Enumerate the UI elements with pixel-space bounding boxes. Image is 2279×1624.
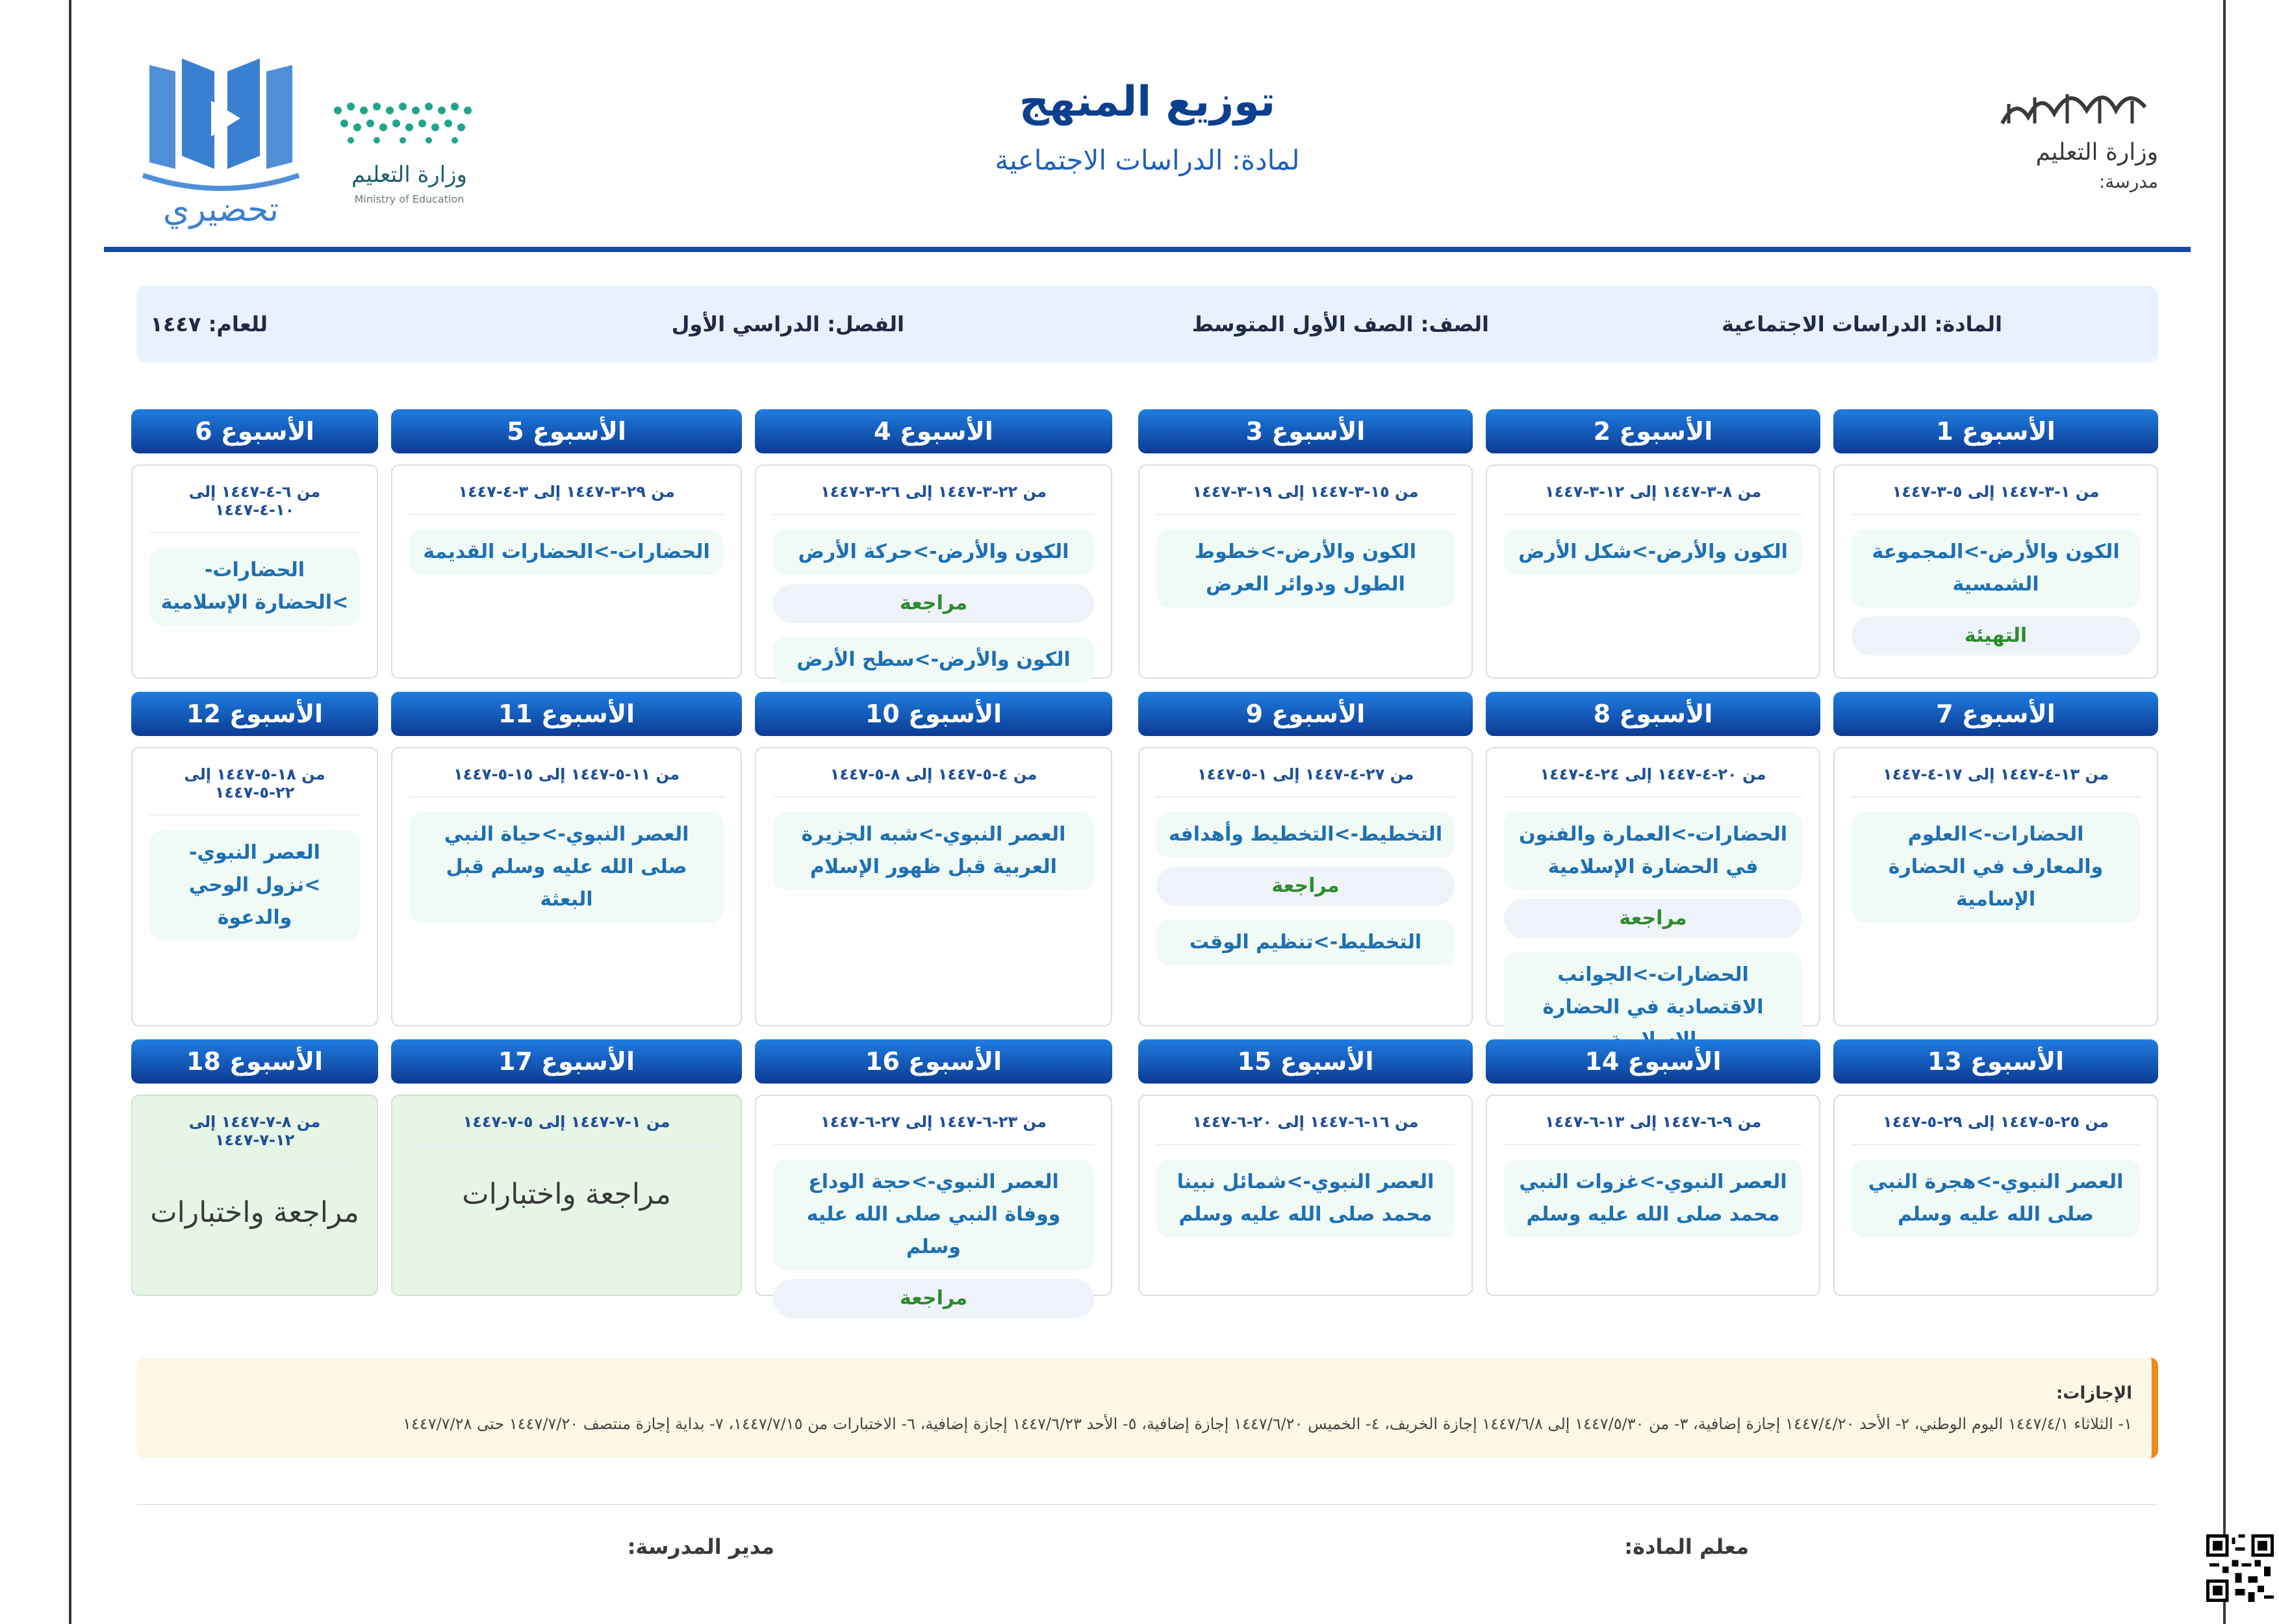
week-card	[391, 1095, 742, 1296]
holidays-title: الإجازات:	[2056, 1384, 2132, 1403]
week-header: الأسبوع 5	[391, 409, 742, 453]
week-header: الأسبوع 1	[1833, 409, 2158, 453]
week-header: الأسبوع 18	[131, 1039, 378, 1084]
week-date-range: من ١٨-٥-١٤٤٧ إلى ٢٢-٥-١٤٤٧	[149, 765, 360, 816]
week-header: الأسبوع 16	[755, 1039, 1112, 1084]
info-year: للعام: ١٤٤٧	[150, 312, 268, 336]
week-header: الأسبوع 12	[131, 692, 378, 736]
week-card	[755, 1095, 1112, 1310]
page	[69, 0, 2226, 1624]
ministry-of-education-logo	[325, 84, 494, 214]
svg-text:Ministry of Education: Ministry of Education	[354, 193, 465, 205]
week-date-range: من ١٣-٤-١٤٤٧ إلى ١٧-٤-١٤٤٧	[1852, 765, 2140, 798]
lesson-item: الحضارات->العمارة والفنون في الحضارة الإسلامية	[1504, 812, 1802, 890]
lesson-item: الكون والأرض->شكل الأرض	[1504, 529, 1802, 575]
qr-code	[2206, 1534, 2274, 1602]
week-date-range: من ٨-٣-١٤٤٧ إلى ١٢-٣-١٤٤٧	[1504, 483, 1802, 515]
week-header: الأسبوع 2	[1486, 409, 1820, 453]
lesson-item: الكون والأرض->خطوط الطول ودوائر العرض	[1156, 529, 1455, 607]
lesson-item: العصر النبوي->غزوات النبي محمد صلى الله عليه وسلم	[1504, 1160, 1802, 1237]
header	[71, 0, 2223, 253]
week-date-range: من ٦-٤-١٤٤٧ إلى ١٠-٤-١٤٤٧	[149, 483, 360, 533]
svg-text:تحضيري: تحضيري	[162, 190, 279, 229]
principal-signature-label: مدير المدرسة:	[627, 1534, 774, 1559]
week-card	[755, 464, 1112, 679]
lesson-item: العصر النبوي->حجة الوداع ووفاة النبي صلى الله عليه وسلم	[773, 1160, 1094, 1270]
week-card	[1833, 464, 2158, 679]
teacher-signature-label: معلم المادة:	[1624, 1534, 1749, 1559]
week-card	[1486, 1095, 1820, 1296]
week-card	[391, 747, 742, 1026]
svg-text:وزارة التعليم: وزارة التعليم	[351, 162, 467, 188]
week-date-range: من ١-٧-١٤٤٧ إلى ٥-٧-١٤٤٧	[409, 1113, 724, 1145]
lesson-item: العصر النبوي->شبه الجزيرة العربية قبل ظهور الإسلام	[773, 812, 1094, 890]
info-semester: الفصل: الدراسي الأول	[671, 312, 904, 336]
lesson-item: العصر النبوي->حياة النبي صلى الله عليه وسلم قبل البعثة	[409, 812, 724, 922]
week-date-range: من ٤-٥-١٤٤٧ إلى ٨-٥-١٤٤٧	[773, 765, 1094, 798]
week-header: الأسبوع 14	[1486, 1039, 1820, 1084]
lesson-item: الكون والأرض->سطح الأرض	[773, 637, 1094, 683]
info-subject: المادة: الدراسات الاجتماعية	[1721, 312, 2002, 336]
subject-subtitle: لمادة: الدراسات الاجتماعية	[995, 144, 1300, 176]
week-date-range: من ٢٢-٣-١٤٤٧ إلى ٢٦-٣-١٤٤٧	[773, 483, 1094, 515]
week-card	[1833, 1095, 2158, 1296]
lesson-item: الحضارات->الحضارة الإسلامية	[149, 548, 360, 626]
week-date-range: من ١-٣-١٤٤٧ إلى ٥-٣-١٤٤٧	[1852, 483, 2140, 515]
week-header: الأسبوع 11	[391, 692, 742, 736]
week-card	[755, 747, 1112, 1026]
header-divider	[104, 247, 2191, 252]
week-header: الأسبوع 8	[1486, 692, 1820, 736]
week-card	[131, 1095, 378, 1296]
lesson-item: العصر النبوي->شمائل نبينا محمد صلى الله عليه وسلم	[1156, 1160, 1455, 1237]
week-card	[131, 747, 378, 1026]
lesson-item: الكون والأرض->حركة الأرض	[773, 529, 1094, 575]
week-date-range: من ٩-٦-١٤٤٧ إلى ١٣-٦-١٤٤٧	[1504, 1113, 1802, 1145]
week-header: الأسبوع 13	[1833, 1039, 2158, 1084]
review-item: مراجعة	[1156, 867, 1455, 906]
week-header: الأسبوع 4	[755, 409, 1112, 453]
info-grade: الصف: الصف الأول المتوسط	[1191, 312, 1489, 336]
holidays-box	[136, 1358, 2158, 1458]
week-header: الأسبوع 17	[391, 1039, 742, 1084]
header-logos	[136, 52, 500, 234]
week-card	[1138, 747, 1473, 1026]
school-label: مدرسة:	[2098, 171, 2158, 192]
week-header: الأسبوع 3	[1138, 409, 1473, 453]
exam-label: مراجعة واختبارات	[462, 1178, 671, 1211]
week-date-range: من ٢٣-٦-١٤٤٧ إلى ٢٧-٦-١٤٤٧	[773, 1113, 1094, 1145]
week-date-range: من ١٥-٣-١٤٤٧ إلى ١٩-٣-١٤٤٧	[1156, 483, 1455, 515]
review-item: مراجعة	[1504, 899, 1802, 938]
lesson-item: التخطيط->التخطيط وأهدافه	[1156, 812, 1455, 857]
week-card	[1833, 747, 2158, 1026]
lesson-item: العصر النبوي->نزول الوحي والدعوة	[149, 830, 360, 941]
week-card	[391, 464, 742, 679]
ministry-name: وزارة التعليم	[2035, 139, 2158, 166]
exam-label: مراجعة واختبارات	[150, 1196, 359, 1229]
lesson-item: الحضارات->الحضارات القديمة	[409, 529, 724, 575]
week-header: الأسبوع 15	[1138, 1039, 1473, 1084]
week-header: الأسبوع 10	[755, 692, 1112, 736]
review-item: مراجعة	[773, 584, 1094, 623]
footer-divider	[136, 1504, 2158, 1505]
week-header: الأسبوع 7	[1833, 692, 2158, 736]
review-item: التهيئة	[1852, 616, 2140, 655]
lesson-item: الحضارات->الجوانب الاقتصادية في الحضارة	[1504, 952, 1802, 1063]
week-card	[1138, 1095, 1473, 1296]
week-date-range: من ٢٩-٣-١٤٤٧ إلى ٣-٤-١٤٤٧	[409, 483, 724, 515]
week-date-range: من ٨-٧-١٤٤٧ إلى ١٢-٧-١٤٤٧	[149, 1113, 360, 1163]
lesson-item: العصر النبوي->هجرة النبي صلى الله عليه وسلم	[1852, 1160, 2140, 1237]
week-date-range: من ١٦-٦-١٤٤٧ إلى ٢٠-٦-١٤٤٧	[1156, 1113, 1455, 1145]
page-title: توزيع المنهج	[1019, 78, 1276, 126]
week-card	[1486, 747, 1820, 1026]
week-header: الأسبوع 6	[131, 409, 378, 453]
week-date-range: من ٢٥-٥-١٤٤٧ إلى ٢٩-٥-١٤٤٧	[1852, 1113, 2140, 1145]
info-bar	[136, 286, 2158, 362]
week-header: الأسبوع 9	[1138, 692, 1473, 736]
week-card	[1486, 464, 1820, 679]
week-date-range: من ٢٠-٤-١٤٤٧ إلى ٢٤-٤-١٤٤٧	[1504, 765, 1802, 798]
lesson-item: الكون والأرض->المجموعة الشمسية	[1852, 529, 2140, 607]
holidays-text: ١- الثلاثاء ١٤٤٧/٤/١ اليوم الوطني، ٢- الأحد ١٤٤٧/٤/٢٠ إجازة إضافية، ٣- من ١٤٤٧/٥/٣٠ إلى ١٤٤٧/٦/٨ إجازة الخريف، ٤- الخميس ١٤٤٧/٦/٢٠ إجازة إضافية، ٥- الأحد ١٤٤٧/٦/٢٣ إجازة إضافية، ٦- الاختبارات من ١٤٤٧/٧/١٥، ٧- بداية إجازة منتصف ١٤٤٧/٧/٢٠ حتى ١٤٤٧/٧/٢٨	[403, 1415, 2132, 1433]
week-date-range: من ١١-٥-١٤٤٧ إلى ١٥-٥-١٤٤٧	[409, 765, 724, 798]
week-card	[131, 464, 378, 679]
lesson-item: الحضارات->العلوم والمعارف في الحضارة الإسامية	[1852, 812, 2140, 922]
review-item: مراجعة	[773, 1279, 1094, 1318]
lesson-item: التخطيط->تنظيم الوقت	[1156, 920, 1455, 965]
week-card	[1138, 464, 1473, 679]
tahdiri-brand-logo	[136, 52, 305, 234]
week-date-range: من ٢٧-٤-١٤٤٧ إلى ١-٥-١٤٤٧	[1156, 765, 1455, 798]
